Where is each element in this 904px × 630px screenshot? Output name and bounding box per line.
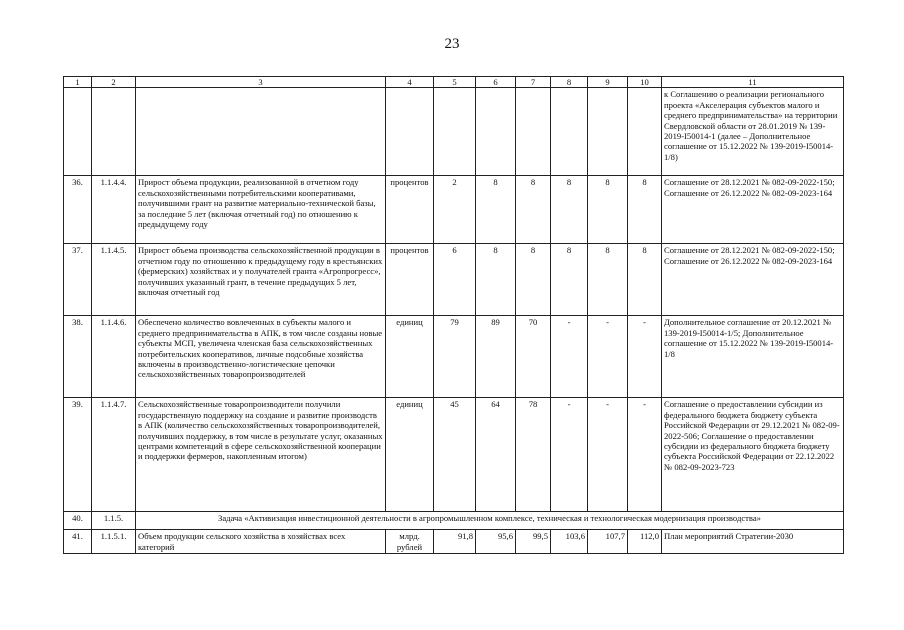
value-cell: - bbox=[628, 316, 662, 398]
source-cell: Соглашение о предоставлении субсидии из федерального бюджета бюджету субъекта Российской Федерации от 29.12.2021 № 082-09-2022-506; Соглашение о предоставлении субсидии из федерального бюджета бюджету субъекта Российской Федерации от 22.12.2022 № 082-09-2023-723 bbox=[662, 398, 844, 512]
column-number: 6 bbox=[476, 77, 516, 88]
value-cell: 8 bbox=[551, 176, 588, 244]
row-number: 41. bbox=[64, 530, 92, 554]
row-number: 36. bbox=[64, 176, 92, 244]
column-number: 4 bbox=[386, 77, 434, 88]
indicator-code: 1.1.4.6. bbox=[92, 316, 136, 398]
value-cell: 8 bbox=[588, 244, 628, 316]
column-number: 7 bbox=[516, 77, 551, 88]
value-cell: 8 bbox=[628, 244, 662, 316]
value-cell: 103,6 bbox=[551, 530, 588, 554]
value-cell: 107,7 bbox=[588, 530, 628, 554]
value-cell: - bbox=[588, 316, 628, 398]
value-cell: 78 bbox=[516, 398, 551, 512]
table-row bbox=[64, 176, 844, 244]
table-row bbox=[64, 530, 844, 554]
unit-cell: единиц bbox=[386, 316, 434, 398]
value-cell: 6 bbox=[434, 244, 476, 316]
value-cell: 64 bbox=[476, 398, 516, 512]
value-cell: 79 bbox=[434, 316, 476, 398]
column-number: 3 bbox=[136, 77, 386, 88]
unit-cell: процентов bbox=[386, 244, 434, 316]
task-title: Задача «Активизация инвестиционной деятельности в агропромышленном комплексе, техническая и технологическая модернизация производства» bbox=[136, 512, 844, 530]
source-cell: к Соглашению о реализации регионального проекта «Акселерация субъектов малого и среднего предпринимательства» на территории Свердловской области от 28.01.2019 № 139-2019-I50014-1 (далее – Дополнительное соглашение от 15.12.2022 № 139-2019-I50014-1/8) bbox=[662, 88, 844, 176]
indicator-name: Прирост объема производства сельскохозяйственной продукции в отчетном году по отношению к предыдущему году в крестьянских (фермерских) хозяйствах и у получателей гранта «Агропрогресс», получивших указанный грант, в течение предыдущих 5 лет, включая отчетный год bbox=[136, 244, 386, 316]
value-cell: 8 bbox=[476, 244, 516, 316]
indicator-code: 1.1.4.5. bbox=[92, 244, 136, 316]
source-cell: План мероприятий Стратегии-2030 bbox=[662, 530, 844, 554]
value-cell: - bbox=[551, 316, 588, 398]
row-number: 38. bbox=[64, 316, 92, 398]
value-cell: - bbox=[551, 398, 588, 512]
indicator-name: Сельскохозяйственные товаропроизводители получили государственную поддержку на создание и развитие производств в АПК (количество сельскохозяйственных товаропроизводителей, получивших поддержку, в том числе в результате услуг, оказанных центрами компетенций в сфере сельскохозяйственной кооперации и поддержки фермеров, накопленным итогом) bbox=[136, 398, 386, 512]
source-cell: Соглашение от 28.12.2021 № 082-09-2022-150; Соглашение от 26.12.2022 № 082-09-2023-164 bbox=[662, 176, 844, 244]
value-cell: 95,6 bbox=[476, 530, 516, 554]
value-cell: 8 bbox=[516, 176, 551, 244]
indicators-table bbox=[63, 76, 844, 554]
value-cell: 8 bbox=[551, 244, 588, 316]
unit-cell: млрд. рублей bbox=[386, 530, 434, 554]
value-cell: - bbox=[588, 398, 628, 512]
indicator-code: 1.1.5. bbox=[92, 512, 136, 530]
unit-cell: процентов bbox=[386, 176, 434, 244]
value-cell: 45 bbox=[434, 398, 476, 512]
indicator-name: Обеспечено количество вовлеченных в субъекты малого и среднего предпринимательства в АПК, в том числе созданы новые субъекты МСП, увеличена членская база сельскохозяйственных потребительских кооперативов, личные подсобные хозяйства включены в производственно-логистические цепочки сельскохозяйственных товаропроизводителей bbox=[136, 316, 386, 398]
column-number: 10 bbox=[628, 77, 662, 88]
column-number: 9 bbox=[588, 77, 628, 88]
column-number: 1 bbox=[64, 77, 92, 88]
column-number: 2 bbox=[92, 77, 136, 88]
value-cell: 91,8 bbox=[434, 530, 476, 554]
source-cell: Соглашение от 28.12.2021 № 082-09-2022-150; Соглашение от 26.12.2022 № 082-09-2023-164 bbox=[662, 244, 844, 316]
row-number: 37. bbox=[64, 244, 92, 316]
value-cell: - bbox=[628, 398, 662, 512]
table-row bbox=[64, 316, 844, 398]
indicator-code: 1.1.5.1. bbox=[92, 530, 136, 554]
value-cell: 8 bbox=[476, 176, 516, 244]
indicator-code: 1.1.4.4. bbox=[92, 176, 136, 244]
row-number: 40. bbox=[64, 512, 92, 530]
value-cell: 8 bbox=[588, 176, 628, 244]
value-cell: 8 bbox=[628, 176, 662, 244]
table-row bbox=[64, 398, 844, 512]
column-number: 8 bbox=[551, 77, 588, 88]
continuation-row bbox=[64, 88, 844, 176]
indicator-name: Прирост объема продукции, реализованной в отчетном году сельскохозяйственными потребительскими кооперативами, получившими грант на развитие материально-технической базы, за последние 5 лет (включая отчетный год) по отношению к предыдущему году bbox=[136, 176, 386, 244]
indicator-code: 1.1.4.7. bbox=[92, 398, 136, 512]
task-row bbox=[64, 512, 844, 530]
value-cell: 70 bbox=[516, 316, 551, 398]
indicator-name: Объем продукции сельского хозяйства в хозяйствах всех категорий bbox=[136, 530, 386, 554]
source-cell: Дополнительное соглашение от 20.12.2021 № 139-2019-I50014-1/5; Дополнительное соглашение от 15.12.2022 № 139-2019-I50014-1/8 bbox=[662, 316, 844, 398]
row-number: 39. bbox=[64, 398, 92, 512]
unit-cell: единиц bbox=[386, 398, 434, 512]
page-number: 23 bbox=[444, 36, 460, 52]
value-cell: 8 bbox=[516, 244, 551, 316]
column-number-row bbox=[64, 77, 844, 88]
value-cell: 2 bbox=[434, 176, 476, 244]
value-cell: 112,0 bbox=[628, 530, 662, 554]
table-row bbox=[64, 244, 844, 316]
column-number: 5 bbox=[434, 77, 476, 88]
column-number: 11 bbox=[662, 77, 844, 88]
value-cell: 99,5 bbox=[516, 530, 551, 554]
value-cell: 89 bbox=[476, 316, 516, 398]
